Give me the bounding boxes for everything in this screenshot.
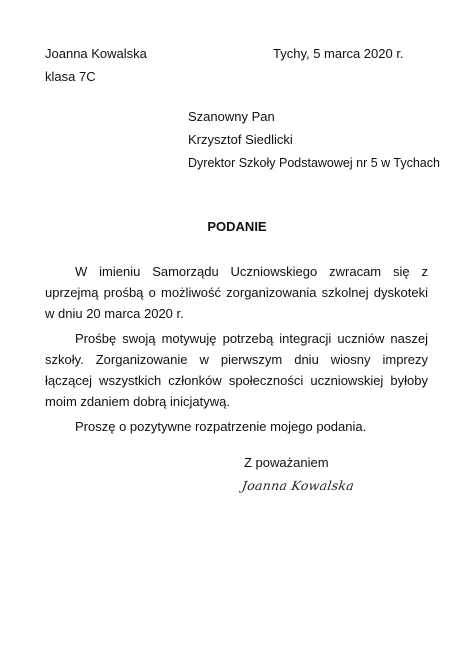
closing-phrase: Z poważaniem bbox=[244, 455, 329, 470]
handwritten-signature: Joanna Kowalska bbox=[240, 478, 356, 493]
recipient-title: Dyrektor Szkoły Podstawowej nr 5 w Tychach bbox=[188, 155, 440, 170]
document-title: PODANIE bbox=[207, 219, 267, 234]
recipient-block bbox=[188, 109, 440, 178]
body-paragraph-3: Proszę o pozytywne rozpatrzenie mojego podania. bbox=[75, 419, 367, 434]
sender-name: Joanna Kowalska bbox=[45, 46, 147, 61]
body-paragraph-1: W imieniu Samorządu Uczniowskiego zwracam się z uprzejmą prośbą o możliwość zorganizowania szkolnej dyskoteki w dniu 20 marca 2020 r. bbox=[45, 264, 428, 321]
letter-body bbox=[45, 261, 428, 441]
place-and-date: Tychy, 5 marca 2020 r. bbox=[273, 46, 404, 61]
sender-class: klasa 7C bbox=[45, 69, 96, 84]
body-paragraph-2: Prośbę swoją motywuję potrzebą integracji uczniów naszej szkoły. Zorganizowanie w pierwszym dniu wiosny imprezy łączącej wszystkich członków społeczności uczniowskiej byłoby moim zdaniem dobrą inicjatywą. bbox=[45, 331, 428, 409]
recipient-salutation: Szanowny Pan bbox=[188, 109, 275, 124]
recipient-name: Krzysztof Siedlicki bbox=[188, 132, 293, 148]
